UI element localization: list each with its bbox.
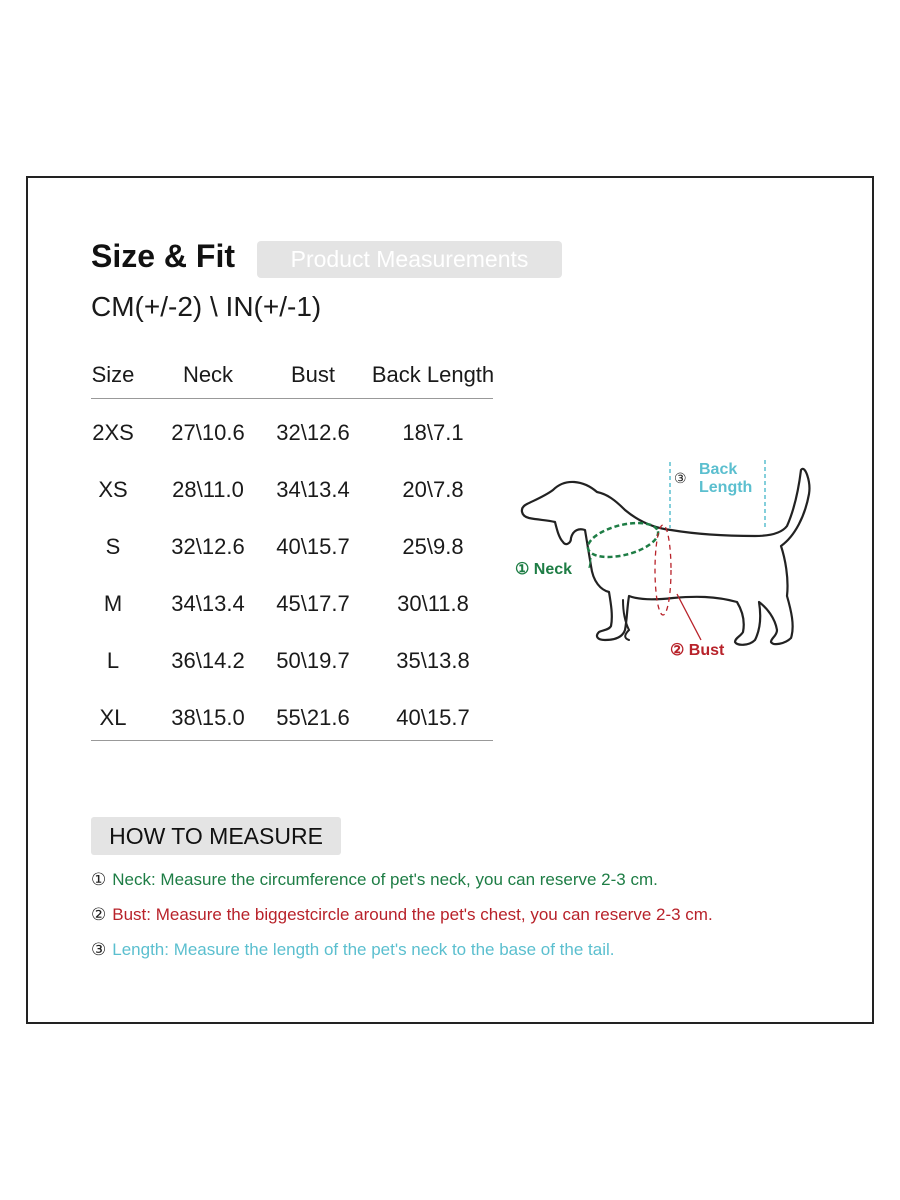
table-bottom-divider: [91, 740, 493, 741]
cell-bust: 34\13.4: [276, 477, 350, 502]
cell-bust: 40\15.7: [276, 534, 350, 559]
tip-number: ①: [91, 870, 107, 889]
product-measurements-badge: Product Measurements: [257, 241, 562, 278]
tip-length: [91, 940, 615, 960]
cell-neck: 28\11.0: [172, 477, 244, 502]
cell-size: XL: [99, 705, 127, 730]
cell-back-length: 35\13.8: [396, 648, 470, 673]
cell-back-length: 25\9.8: [402, 534, 464, 559]
cell-neck: 32\12.6: [171, 534, 245, 559]
tip-number: ②: [91, 905, 107, 924]
cell-neck: 27\10.6: [171, 420, 245, 445]
bust-pointer-line: [677, 594, 701, 640]
bust-label: ② Bust: [670, 642, 725, 659]
tip-number: ③: [91, 940, 107, 959]
tip-neck: [91, 870, 658, 890]
table-header-divider: [91, 398, 493, 399]
column-header-size: Size: [91, 362, 135, 387]
page-title: Size & Fit: [91, 238, 236, 274]
cell-back-length: 30\11.8: [397, 591, 469, 616]
cell-bust: 55\21.6: [276, 705, 350, 730]
column-header-back-length: Back Length: [371, 362, 495, 387]
cell-neck: 38\15.0: [171, 705, 245, 730]
cell-size: S: [105, 534, 121, 559]
cell-back-length: 18\7.1: [402, 420, 464, 445]
how-to-measure-heading: HOW TO MEASURE: [91, 817, 341, 855]
cell-bust: 45\17.7: [276, 591, 350, 616]
tip-bust: [91, 905, 713, 925]
bust-measure-ring: [655, 525, 671, 615]
tip-text: Bust: Measure the biggestcircle around the pet's chest, you can reserve 2-3 cm.: [112, 905, 713, 924]
cell-neck: 34\13.4: [171, 591, 245, 616]
cell-size: 2XS: [92, 420, 134, 445]
cell-size: XS: [98, 477, 128, 502]
tip-text: Neck: Measure the circumference of pet's neck, you can reserve 2-3 cm.: [112, 870, 658, 889]
column-header-bust: Bust: [290, 362, 336, 387]
cell-back-length: 40\15.7: [396, 705, 470, 730]
cell-size: L: [106, 648, 120, 673]
neck-measure-ring: [584, 517, 661, 564]
back-length-label-line2: Length: [699, 479, 753, 496]
units-note: CM(+/-2) \ IN(+/-1): [91, 291, 322, 322]
back-length-label-line1: Back: [699, 461, 738, 478]
cell-back-length: 20\7.8: [402, 477, 464, 502]
cell-bust: 32\12.6: [276, 420, 350, 445]
dog-silhouette: [522, 469, 809, 645]
tip-text: Length: Measure the length of the pet's neck to the base of the tail.: [112, 940, 615, 959]
neck-label: ① Neck: [515, 561, 573, 578]
cell-neck: 36\14.2: [171, 648, 245, 673]
cell-bust: 50\19.7: [276, 648, 350, 673]
column-header-neck: Neck: [182, 362, 234, 387]
cell-size: M: [103, 591, 123, 616]
back-length-number: ③: [674, 470, 687, 486]
